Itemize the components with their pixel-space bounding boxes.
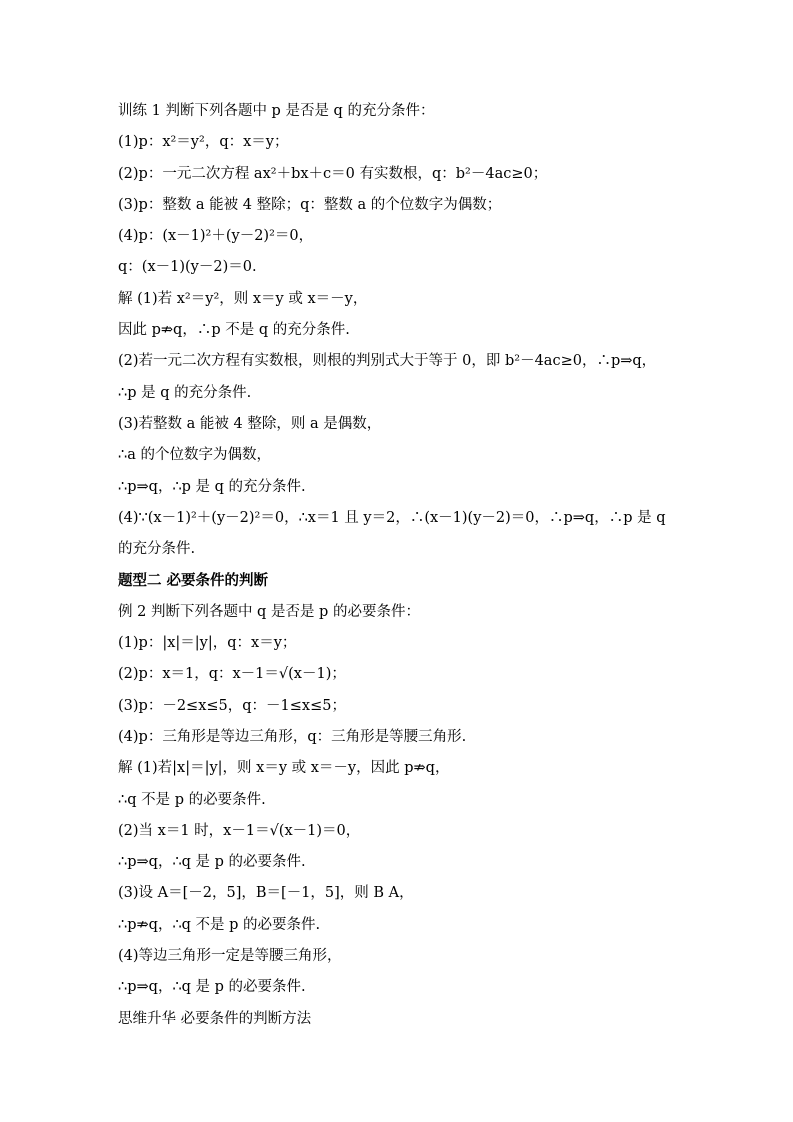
solution-1-line: (4)∵(x－1)²＋(y－2)²＝0，∴x＝1 且 y＝2，∴(x－1)(y－2)＝0，∴p⇒q，∴p 是 q [118,509,666,526]
thinking-summary-heading: 思维升华 必要条件的判断方法 [118,1010,312,1027]
solution-1-line: 解 (1)若 x²＝y²，则 x＝y 或 x＝－y， [118,290,368,307]
solution-2-line: 解 (1)若|x|＝|y|，则 x＝y 或 x＝－y，因此 p⇏q， [118,760,450,777]
exercise-1-title: 训练 1 判断下列各题中 p 是否是 q 的充分条件： [118,103,435,119]
solution-1-line: 的充分条件. [118,541,196,558]
solution-2-line: ∴p⇒q，∴q 是 p 的必要条件. [118,979,306,996]
section-heading: 题型二 必要条件的判断 [118,572,269,590]
document-body [118,96,688,1035]
solution-1-line: ∴p⇒q，∴p 是 q 的充分条件. [118,478,306,495]
solution-2-line: (3)设 A＝[－2，5]，B＝[－1，5]，则 B A， [118,885,414,902]
exercise-1-item-3: (3)p：整数 a 能被 4 整除；q：整数 a 的个位数字为偶数； [118,196,502,213]
exercise-1-item-4-q: q：(x－1)(y－2)＝0. [118,259,257,276]
solution-2-line: (2)当 x＝1 时，x－1＝√(x－1)＝0， [118,822,361,839]
solution-1-line: (3)若整数 a 能被 4 整除，则 a 是偶数， [118,415,382,432]
solution-2-line: (4)等边三角形一定是等腰三角形， [118,948,342,965]
example-2-title: 例 2 判断下列各题中 q 是否是 p 的必要条件： [118,603,420,620]
solution-1-line: (2)若一元二次方程有实数根，则根的判别式大于等于 0，即 b²－4ac≥0，∴p⇒q， [118,353,657,370]
solution-2-line: ∴p⇒q，∴q 是 p 的必要条件. [118,854,306,871]
solution-1-line: ∴a 的个位数字为偶数， [118,447,271,464]
exercise-1-item-2: (2)p：一元二次方程 ax²＋bx＋c＝0 有实数根，q：b²－4ac≥0； [118,165,548,182]
example-2-item-2: (2)p：x＝1，q：x－1＝√(x－1)； [118,666,346,683]
exercise-1-item-4: (4)p：(x－1)²＋(y－2)²＝0， [118,228,314,245]
solution-1-line: ∴p 是 q 的充分条件. [118,384,252,401]
exercise-1-item-1: (1)p：x²＝y²，q：x＝y； [118,134,289,151]
solution-2-line: ∴p⇏q，∴q 不是 p 的必要条件. [118,916,321,933]
example-2-item-3: (3)p：－2≤x≤5，q：－1≤x≤5； [118,697,346,714]
solution-1-line: 因此 p⇏q，∴p 不是 q 的充分条件. [118,322,350,339]
example-2-item-1: (1)p：|x|＝|y|，q：x＝y； [118,635,297,652]
example-2-item-4: (4)p：三角形是等边三角形，q：三角形是等腰三角形. [118,728,467,745]
solution-2-line: ∴q 不是 p 的必要条件. [118,791,266,808]
